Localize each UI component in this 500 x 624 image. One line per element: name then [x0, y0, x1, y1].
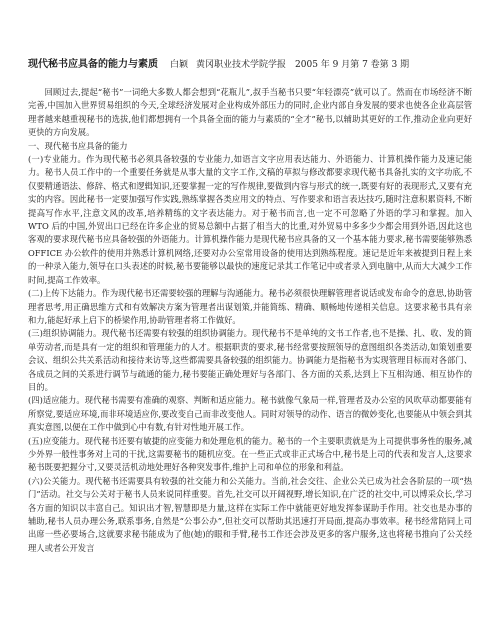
paragraph-public-relations-ability: (六)公关能力。现代秘书还需要具有较强的社交能力和公关能力。当前,社会交往、企业公关已成为社会各阶层的一项“热门”活动。社交与公关对于秘书人员来说同样重要。首先,社交可以开阔视野,增长知识,在广泛的社交中,可以博采众长,学习各方面的知识以丰富自己。知识出才智,智慧即是力量,这样在实际工作中就能更好地发挥参谋助手作用。社交也是办事的辅助,秘书人员办理公务,联系事务,自然是“公事公办”,但社交可以帮助其迅速打开局面,提高办事效率。秘书经常陪同上司出席一些必要场合,这就要求秘书能成为了他(她)的眼和手臂,秘书工作还会涉及更多的客户服务,这也将秘书推向了公关经理人或者公开发言 [28, 475, 472, 553]
article-title: 现代秘书应具备的能力与素质 [28, 59, 158, 70]
paragraph-adaptability: (四)适应能力。现代秘书需要有准确的观察、判断和适应能力。秘书就像气象局一样,管理者及办公室的风吹草动都要能有所察觉,要适应环境,而非环境适应你,要改变自己而非改变他人。同时对领导的动作、语言的微妙变化,也要能从中领会到其真实意图,以便在工作中做到心中有数,有针对性地开展工作。 [28, 395, 472, 433]
paragraph-strain-ability: (五)应变能力。现代秘书还要有敏捷的应变能力和处理危机的能力。秘书的一个主要职责就是为上司提供事务性的服务,减少外界一般性事务对上司的干扰,这需要秘书的随机应变。在一些正式或非正式场合中,秘书是上司的代表和发言人,这要求秘书既要把握分寸,又要灵活机动地处理好各种突发事件,维护上司和单位的形象和利益。 [28, 435, 472, 473]
article-header [28, 58, 472, 72]
paragraph-coordination-ability: (三)组织协调能力。现代秘书还需要有较强的组织协调能力。现代秘书不是单纯的文书工作者,也不是操、扎、收、发的简单劳动者,而是具有一定的组织和管理能力的人才。根据职责的要求,秘书经常要按照领导的意图组织各类活动,如策划重要会议、组织公共关系活动和接待来访等,这些都需要具备较强的组织能力。协调能力是指秘书为实现管理目标而对各部门、各成员之间的关系进行调节与疏通的能力,秘书要能正确处理好与各部门、各方面的关系,达到上下互相沟通、相互协作的目的。 [28, 328, 472, 392]
section-heading: 一、现代秘书应具备的能力 [28, 140, 128, 151]
author-name: 白颖 [170, 60, 189, 70]
paragraph-communication-ability: (二)上传下达能力。作为现代秘书还需要较强的理解与沟通能力。秘书必须很快理解管理者说话或发布命令的意思,协助管理者思考,用正确思维方式和有效解决方案为管理者出谋划策,并能简练、精确、顺畅地传递相关信息。这要求秘书具有亲和力,能起好承上启下的桥梁作用,协助管理者将工作做好。 [28, 288, 472, 325]
paragraph-professional-ability: (一)专业能力。作为现代秘书必须具备较强的专业能力,如语言文字应用表达能力、外语能力、计算机操作能力及速记能力。秘书人员工作中的一个重要任务就是从事大量的文字工作,文稿的草拟与修改都要求现代秘书具备扎实的文字功底,不仅要精通语法、修辞、格式和逻辑知识,还要掌握一定的写作规律,要做到内容与形式的统一,既要有好的表现形式,又要有充实的内容。因此秘书一定要加强写作实践,熟练掌握各类应用文的特点、写作要求和语言表达技巧,随时注意积累资料,不断提高写作水平,注意文风的改革,培养精练的文字表达能力。对于秘书而言,也一定不可忽略了外语的学习和掌握。加入 WTO 后的中国,外贸出口已经在许多企业的贸易总额中占据了相当大的比重,对外贸易中多多少少都会用到外语,因此这也客观的要求现代秘书应具备较强的外语能力。计算机操作能力是现代秘书应具备的又一个基本能力要求,秘书需要能够熟悉 OFFICE 办公软件的使用并熟悉计算机网络,还要对办公室常用设备的使用达到熟练程度。速记是近年来被提到日程上来的一种录入能力,领导在口头表述的时候,秘书要能够以最快的速度记录其工作笔记中或者录入到电脑中,从而大大减少工作时间,提高工作效率。 [28, 154, 472, 285]
journal-source: 黄冈职业技术学院学报 2005 年 9 月第 7 卷第 3 期 [196, 60, 410, 70]
article-body [28, 86, 472, 555]
paragraph-intro: 回顾过去,提起“秘书”一词绝大多数人都会想到“花瓶儿”,叔手当秘书只要“年轻漂亮”就可以了。然而在市场经济不断完善,中国加入世界贸易组织的今天,全球经济发展对企业构成外部压力的同时,企业内部自身发展的要求也使各企业高层管理者越来越重视秘书的选拔,他们都想拥有一个具备全面的能力与素质的“全才”秘书,以辅助其更好的工作,推动企业向更好更快的方向发展。 [28, 87, 472, 138]
